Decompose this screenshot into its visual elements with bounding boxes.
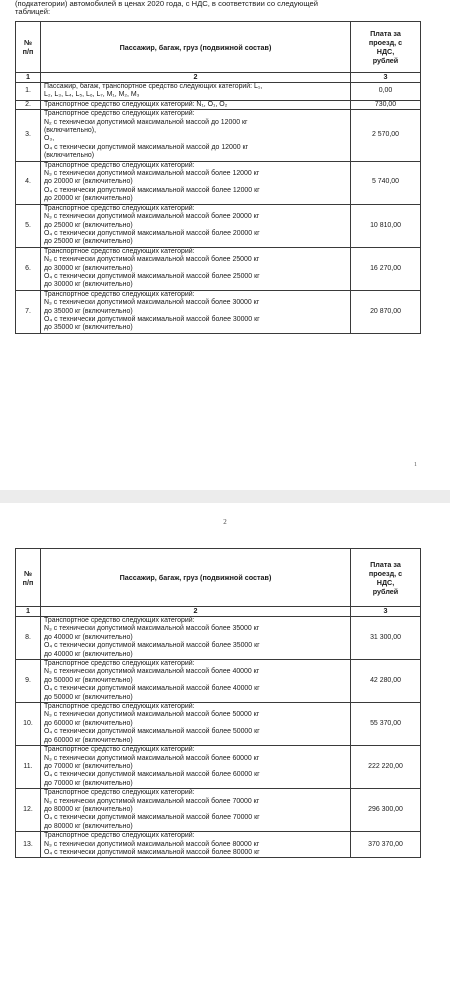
row-description-line: N₃ с технически допустимой максимальной массой более 40000 кг [44, 668, 260, 676]
intro-paragraph [15, 0, 443, 16]
column-number-row [16, 73, 421, 83]
row-number: 7. [16, 290, 41, 333]
row-description-line: до 50000 кг (включительно) [44, 693, 133, 701]
header-price: Плата за проезд, с НДС, рублей [351, 549, 421, 607]
table-row [16, 703, 421, 746]
row-description-line: O₄ с технически допустимой максимальной массой более 80000 кг [44, 848, 260, 856]
document-page-1 [0, 0, 450, 490]
row-description-line: N₃ с технически допустимой максимальной массой более 50000 кг [44, 711, 260, 719]
row-description-line: до 35000 кг (включительно) [44, 324, 133, 332]
table-row [16, 617, 421, 660]
row-description [41, 290, 351, 333]
row-description-line: Пассажир, багаж, транспортное средство следующих категорий: L₁, [44, 83, 263, 90]
tariff-table-page-2 [15, 548, 421, 858]
row-description-line: (включительно) [44, 152, 95, 160]
row-description-line: до 35000 кг (включительно) [44, 307, 133, 315]
header-number: № п/п [16, 549, 41, 607]
row-description-line: N₂ с технически допустимой максимальной массой до 12000 кг [44, 118, 248, 126]
table-header-row [16, 22, 421, 73]
header-number: № п/п [16, 22, 41, 73]
row-description-line: Транспортное средство следующих категорий: [44, 617, 195, 624]
row-number: 11. [16, 746, 41, 789]
row-description-line: до 40000 кг (включительно) [44, 650, 133, 658]
row-price: 20 870,00 [351, 290, 421, 333]
row-number: 10. [16, 703, 41, 746]
row-description [41, 110, 351, 161]
row-description-line: до 25000 кг (включительно) [44, 238, 133, 246]
row-description-line: до 50000 кг (включительно) [44, 676, 133, 684]
row-number: 1. [16, 83, 41, 101]
row-description-line: Транспортное средство следующих категорий: [44, 290, 195, 298]
row-description-line: N₃ с технически допустимой максимальной массой более 60000 кг [44, 754, 260, 762]
row-number: 9. [16, 660, 41, 703]
row-description-line: до 80000 кг (включительно) [44, 822, 133, 830]
table-row [16, 110, 421, 161]
table-row [16, 660, 421, 703]
table-row [16, 83, 421, 101]
row-price: 55 370,00 [351, 703, 421, 746]
row-price: 42 280,00 [351, 660, 421, 703]
row-description-line: O₄ с технически допустимой максимальной массой до 12000 кг [44, 143, 249, 151]
row-description [41, 100, 351, 109]
row-description-line: O₄ с технически допустимой максимальной массой более 60000 кг [44, 771, 260, 779]
row-description-line: O₄ с технически допустимой максимальной массой более 35000 кг [44, 642, 260, 650]
row-description-line: Транспортное средство следующих категорий: [44, 832, 195, 840]
column-number-1: 1 [16, 607, 41, 617]
header-price: Плата за проезд, с НДС, рублей [351, 22, 421, 73]
row-description [41, 789, 351, 832]
row-price: 16 270,00 [351, 247, 421, 290]
row-description-line: до 40000 кг (включительно) [44, 633, 133, 641]
table-row [16, 247, 421, 290]
row-description-line: N₃ с технически допустимой максимальной массой более 35000 кг [44, 625, 260, 633]
row-description-line: Транспортное средство следующих категорий: [44, 660, 195, 668]
row-description-line: N₃ с технически допустимой максимальной массой более 30000 кг [44, 299, 260, 307]
row-number: 8. [16, 617, 41, 660]
table-row [16, 100, 421, 109]
row-price: 222 220,00 [351, 746, 421, 789]
row-number: 2. [16, 100, 41, 109]
row-price: 730,00 [351, 100, 421, 109]
row-description-line: O₄ с технически допустимой максимальной массой более 50000 кг [44, 728, 260, 736]
row-number: 13. [16, 832, 41, 858]
row-description-line: Транспортное средство следующих категорий: [44, 204, 195, 212]
header-description: Пассажир, багаж, груз (подвижной состав) [41, 549, 351, 607]
row-description [41, 161, 351, 204]
row-price: 296 300,00 [351, 789, 421, 832]
row-price: 0,00 [351, 83, 421, 101]
row-description-line: до 30000 кг (включительно) [44, 264, 133, 272]
row-description-line: до 80000 кг (включительно) [44, 805, 133, 813]
table-row [16, 789, 421, 832]
table-row [16, 746, 421, 789]
row-price: 370 370,00 [351, 832, 421, 858]
column-number-2: 2 [41, 73, 351, 83]
row-description-line: Транспортное средство следующих категорий: [44, 789, 195, 797]
row-description-line: Транспортное средство следующих категорий: [44, 703, 195, 711]
row-description-line: O₄ с технически допустимой максимальной массой более 30000 кг [44, 315, 260, 323]
row-description-line: O₃, [44, 135, 55, 143]
column-number-1: 1 [16, 73, 41, 83]
page-number-2: 2 [223, 518, 227, 526]
intro-line-1: (подкатегории) автомобилей в ценах 2020 года, с НДС, в соответствии со следующей [15, 0, 318, 8]
row-description [41, 617, 351, 660]
row-description-line: до 70000 кг (включительно) [44, 779, 133, 787]
row-description-line: до 20000 кг (включительно) [44, 178, 133, 186]
row-description-line: до 60000 кг (включительно) [44, 736, 133, 744]
row-description-line: Транспортное средство следующих категорий: N₁, O₁, O₂ [44, 100, 228, 108]
row-description-line: O₄ с технически допустимой максимальной массой более 12000 кг [44, 186, 260, 194]
column-number-3: 3 [351, 73, 421, 83]
table-row [16, 832, 421, 858]
row-price: 10 810,00 [351, 204, 421, 247]
row-price: 31 300,00 [351, 617, 421, 660]
row-description [41, 660, 351, 703]
row-description [41, 247, 351, 290]
column-number-2: 2 [41, 607, 351, 617]
row-description-line: Транспортное средство следующих категорий: [44, 746, 195, 754]
row-description-line: до 20000 кг (включительно) [44, 195, 133, 203]
row-description-line: N₃ с технически допустимой максимальной массой более 12000 кг [44, 170, 260, 178]
row-description-line: O₄ с технически допустимой максимальной массой более 40000 кг [44, 685, 260, 693]
column-number-3: 3 [351, 607, 421, 617]
row-description-line: L₂, L₃, L₄, L₅, L₆, L₇, M₁, M₂, M₃ [44, 91, 140, 99]
row-description-line: N₃ с технически допустимой максимальной массой более 80000 кг [44, 840, 260, 848]
header-description: Пассажир, багаж, груз (подвижной состав) [41, 22, 351, 73]
row-description-line: до 30000 кг (включительно) [44, 281, 133, 289]
document-page-2 [0, 503, 450, 1000]
column-number-row [16, 607, 421, 617]
row-description-line: O₄ с технически допустимой максимальной массой более 25000 кг [44, 272, 260, 280]
row-number: 4. [16, 161, 41, 204]
table-row [16, 161, 421, 204]
intro-line-2: таблицей: [15, 7, 51, 17]
row-description-line: до 60000 кг (включительно) [44, 719, 133, 727]
row-description [41, 204, 351, 247]
row-number: 6. [16, 247, 41, 290]
row-description-line: O₄ с технически допустимой максимальной массой более 70000 кг [44, 814, 260, 822]
row-description-line: Транспортное средство следующих категорий: [44, 247, 195, 255]
tariff-table-page-1 [15, 21, 421, 334]
row-description-line: N₃ с технически допустимой максимальной массой более 20000 кг [44, 213, 260, 221]
row-description-line: Транспортное средство следующих категорий: [44, 110, 195, 118]
row-description-line: Транспортное средство следующих категорий: [44, 161, 195, 169]
row-description-line: N₃ с технически допустимой максимальной массой более 70000 кг [44, 797, 260, 805]
page-number-1: 1 [414, 462, 417, 468]
row-price: 5 740,00 [351, 161, 421, 204]
row-description [41, 832, 351, 858]
row-number: 3. [16, 110, 41, 161]
row-description [41, 83, 351, 101]
row-description [41, 703, 351, 746]
table-row [16, 290, 421, 333]
row-description [41, 746, 351, 789]
row-number: 5. [16, 204, 41, 247]
row-number: 12. [16, 789, 41, 832]
row-description-line: до 25000 кг (включительно) [44, 221, 133, 229]
row-description-line: до 70000 кг (включительно) [44, 762, 133, 770]
row-price: 2 570,00 [351, 110, 421, 161]
row-description-line: O₄ с технически допустимой максимальной массой более 20000 кг [44, 229, 260, 237]
table-header-row [16, 549, 421, 607]
table-row [16, 204, 421, 247]
row-description-line: N₃ с технически допустимой максимальной массой более 25000 кг [44, 256, 260, 264]
row-description-line: (включительно), [44, 127, 97, 135]
